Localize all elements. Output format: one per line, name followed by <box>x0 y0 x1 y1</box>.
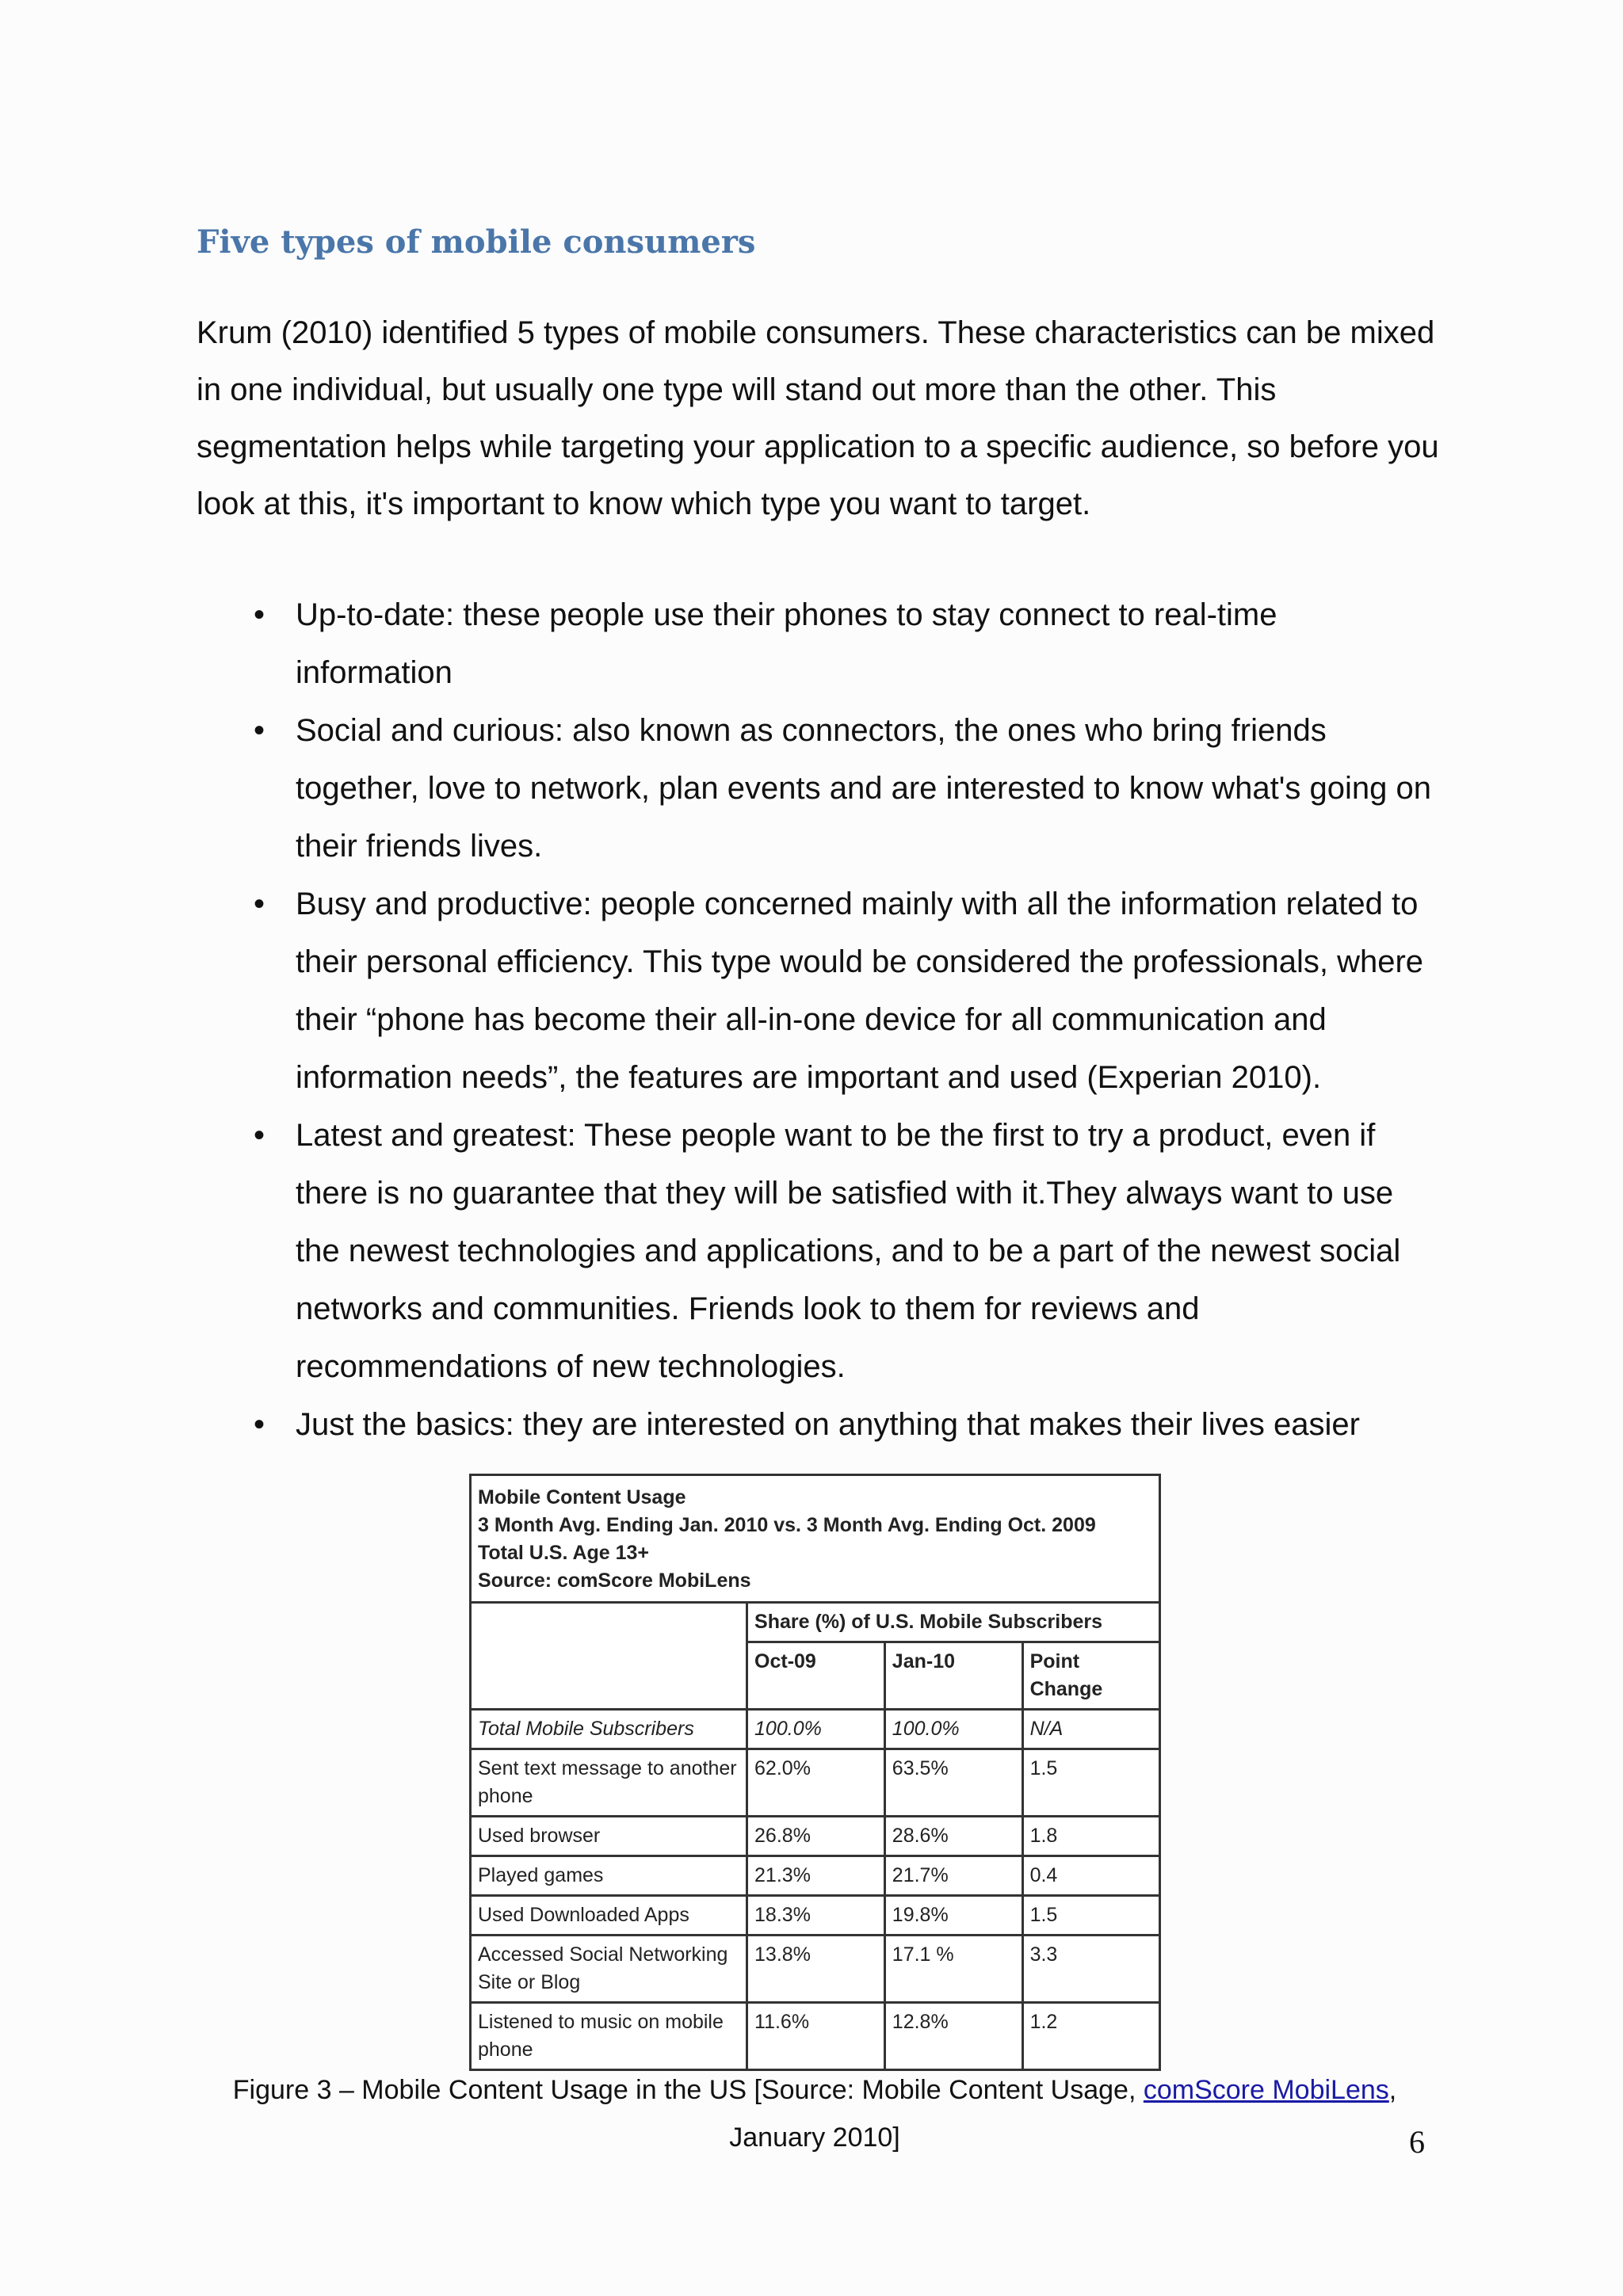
bullet-icon: • <box>253 713 265 748</box>
table-cell: 63.5% <box>884 1749 1022 1817</box>
bullet-icon: • <box>253 1407 265 1442</box>
bullet-icon: • <box>253 1118 265 1153</box>
list-item <box>197 1396 1433 1454</box>
group-header-cell: Share (%) of U.S. Mobile Subscribers <box>747 1604 1159 1642</box>
list-item-text: Up-to-date: these people use their phones to stay connect to real-time information <box>296 597 1277 690</box>
list-item-text: Just the basics: they are interested on anything that makes their lives easier <box>296 1407 1360 1442</box>
table-cell: 18.3% <box>747 1896 885 1936</box>
caption-text: Figure 3 – Mobile Content Usage in the US [Source: Mobile Content Usage, <box>232 2075 1144 2105</box>
group-header-row <box>472 1604 1159 1642</box>
caption-source-link[interactable]: comScore MobiLens <box>1143 2075 1389 2105</box>
list-item <box>197 1107 1433 1396</box>
table-cell: 100.0% <box>884 1710 1022 1749</box>
column-header: Jan-10 <box>884 1642 1022 1710</box>
consumer-types-list <box>197 586 1433 1454</box>
column-header: Point Change <box>1022 1642 1159 1710</box>
mobile-content-usage-figure <box>469 1474 1161 2071</box>
list-item-text: Social and curious: also known as connectors, the ones who bring friends together, love to network, plan events and are interested to know what's going on their friends lives. <box>296 713 1431 864</box>
row-label: Total Mobile Subscribers <box>472 1710 747 1749</box>
table-cell: 21.7% <box>884 1856 1022 1896</box>
table-cell: 1.5 <box>1022 1749 1159 1817</box>
figure-header <box>472 1476 1159 1604</box>
section-heading: Five types of mobile consumers <box>197 223 756 261</box>
table-cell: 1.2 <box>1022 2003 1159 2069</box>
table-cell: 62.0% <box>747 1749 885 1817</box>
table-cell: 12.8% <box>884 2003 1022 2069</box>
page-number: 6 <box>1409 2124 1425 2160</box>
table-cell: 11.6% <box>747 2003 885 2069</box>
table-row <box>472 1896 1159 1936</box>
row-label: Sent text message to another phone <box>472 1749 747 1817</box>
table-cell: 17.1 % <box>884 1936 1022 2003</box>
table-cell: 19.8% <box>884 1896 1022 1936</box>
row-label: Listened to music on mobile phone <box>472 2003 747 2069</box>
column-header: Oct-09 <box>747 1642 885 1710</box>
table-cell: 1.8 <box>1022 1817 1159 1856</box>
table-cell: 0.4 <box>1022 1856 1159 1896</box>
row-label: Used browser <box>472 1817 747 1856</box>
bullet-icon: • <box>253 887 265 921</box>
figure-population: Total U.S. Age 13+ <box>478 1542 650 1564</box>
row-label: Played games <box>472 1856 747 1896</box>
list-item-text: Latest and greatest: These people want to be the first to try a product, even if there is no guarantee that they will be satisfied with it.They always want to use the newest technologies and applications, and to be a part of the newest social networks and communities. Friends look to them for reviews and recommendations of new technologies. <box>296 1118 1401 1384</box>
table-row <box>472 1856 1159 1896</box>
figure-period: 3 Month Avg. Ending Jan. 2010 vs. 3 Month Avg. Ending Oct. 2009 <box>478 1514 1096 1536</box>
table-cell: 26.8% <box>747 1817 885 1856</box>
table-cell: 100.0% <box>747 1710 885 1749</box>
list-item <box>197 875 1433 1107</box>
figure-title: Mobile Content Usage <box>478 1486 686 1508</box>
row-label: Accessed Social Networking Site or Blog <box>472 1936 747 2003</box>
table-row <box>472 1936 1159 2003</box>
list-item-text: Busy and productive: people concerned mainly with all the information related to their personal efficiency. This type would be considered the professionals, where their “phone has become their all-in-one device for all communication and information needs”, the features are important and used (Experian 2010). <box>296 887 1424 1095</box>
list-item <box>197 586 1433 702</box>
bullet-icon: • <box>253 597 265 632</box>
table-cell: 28.6% <box>884 1817 1022 1856</box>
table-row <box>472 1817 1159 1856</box>
list-item <box>197 702 1433 875</box>
table-cell: 13.8% <box>747 1936 885 2003</box>
caption-text-end: , January 2010] <box>729 2075 1397 2153</box>
table-cell: 3.3 <box>1022 1936 1159 2003</box>
table-row <box>472 1749 1159 1817</box>
row-label: Used Downloaded Apps <box>472 1896 747 1936</box>
table-row <box>472 1710 1159 1749</box>
table-cell: 1.5 <box>1022 1896 1159 1936</box>
usage-table <box>472 1604 1159 2069</box>
intro-paragraph: Krum (2010) identified 5 types of mobile consumers. These characteristics can be mixed in one individual, but usually one type will stand out more than the other. This segmentation helps while targeting your application to a specific audience, so before you look at this, it's important to know which type you want to target. <box>197 315 1439 521</box>
empty-header-cell <box>472 1604 747 1710</box>
table-cell: N/A <box>1022 1710 1159 1749</box>
figure-source: Source: comScore MobiLens <box>478 1569 751 1592</box>
figure-caption <box>189 2066 1441 2161</box>
table-row <box>472 2003 1159 2069</box>
table-cell: 21.3% <box>747 1856 885 1896</box>
